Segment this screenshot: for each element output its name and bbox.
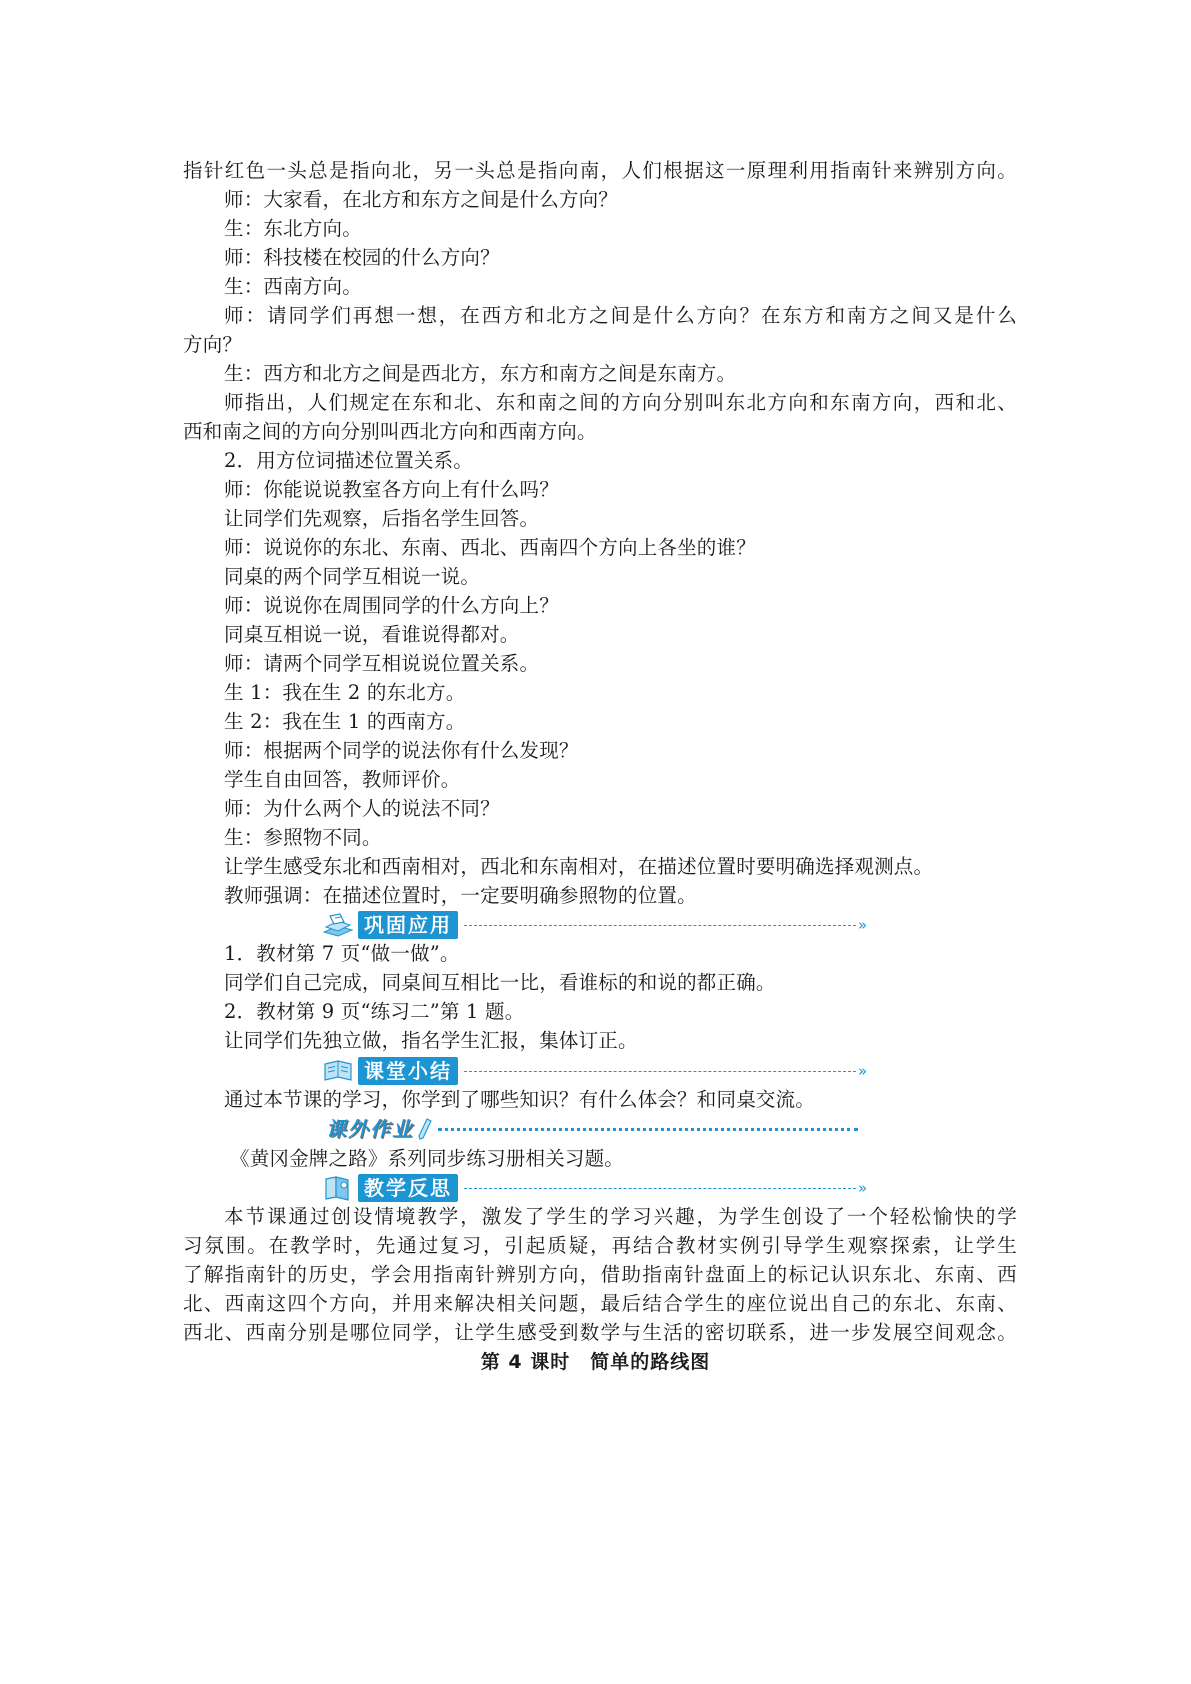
dashed-rule [464,925,856,926]
paragraph-line: 让同学们先独立做，指名学生汇报，集体订正。 [224,1029,638,1052]
paragraph-line: 学生自由回答，教师评价。 [224,768,461,791]
section-heading-homework [326,1114,858,1144]
paragraph-line: 师：请同学们再想一想，在西方和北方之间是什么方向？在东方和南方之间又是什么 [224,304,1017,327]
paragraph-line: 师：你能说说教室各方向上有什么吗？ [224,478,559,501]
paragraph-line: 同学们自己完成，同桌间互相比一比，看谁标的和说的都正确。 [224,971,776,994]
paragraph-line: 师指出，人们规定在东和北、东和南之间的方向分别叫东北方向和东南方向，西和北、 [224,391,1017,414]
paragraph-line: 师：大家看，在北方和东方之间是什么方向？ [224,188,619,211]
paragraph-line: 生：西方和北方之间是西北方，东方和南方之间是东南方。 [224,362,737,385]
paragraph-line: 指针红色一头总是指向北，另一头总是指向南，人们根据这一原理利用指南针来辨别方向。 [183,159,1017,182]
double-arrow-icon: » [858,1062,868,1080]
double-arrow-icon: » [858,916,868,934]
notebook-icon [322,1058,354,1084]
dotted-rule [438,1128,858,1131]
paragraph-line: 师：请两个同学互相说说位置关系。 [224,652,540,675]
paragraph-line: 让同学们先观察，后指名学生回答。 [224,507,540,530]
section-title: 巩固应用 [358,911,458,939]
dashed-rule [464,1188,856,1189]
paragraph-line: 了解指南针的历史，学会用指南针辨别方向，借助指南针盘面上的标记认识东北、东南、西 [183,1263,1017,1286]
paragraph-line: 生：东北方向。 [224,217,362,240]
section-title: 课外作业 [326,1117,414,1141]
paragraph-line: 师：为什么两个人的说法不同？ [224,797,500,820]
paragraph-line: 让学生感受东北和西南相对，西北和东南相对，在描述位置时要明确选择观测点。 [224,855,934,878]
paragraph-line: 师：说说你在周围同学的什么方向上？ [224,594,559,617]
paragraph-line: 师：根据两个同学的说法你有什么发现？ [224,739,579,762]
paragraph-line: 1．教材第 7 页“做一做”。 [224,942,460,965]
section-heading-summary [322,1056,867,1086]
next-lesson-title: 第 4 课时 简单的路线图 [480,1351,711,1373]
double-arrow-icon: » [858,1179,868,1197]
paragraph-line: 《黄冈金牌之路》系列同步练习册相关习题。 [230,1147,625,1170]
reflection-book-icon [322,1175,354,1201]
dashed-rule [464,1071,856,1072]
section-heading-consolidate [322,910,867,940]
section-heading-reflection [322,1173,867,1203]
section-title: 教学反思 [358,1174,458,1202]
paragraph-line: 生 1：我在生 2 的东北方。 [224,681,466,704]
paragraph-line: 教师强调：在描述位置时，一定要明确参照物的位置。 [224,884,697,907]
paragraph-line: 本节课通过创设情境教学，激发了学生的学习兴趣，为学生创设了一个轻松愉快的学 [224,1205,1017,1228]
paragraph-line: 西和南之间的方向分别叫西北方向和西南方向。 [183,420,597,443]
paragraph-line: 同桌的两个同学互相说一说。 [224,565,481,588]
paragraph-line: 通过本节课的学习，你学到了哪些知识？有什么体会？和同桌交流。 [224,1088,816,1111]
paragraph-line: 北、西南这四个方向，并用来解决相关问题，最后结合学生的座位说出自己的东北、东南、 [183,1292,1017,1315]
pencil-icon [418,1118,432,1140]
paragraph-line: 方向？ [183,333,243,356]
paragraph-line: 西北、西南分别是哪位同学，让学生感受到数学与生活的密切联系，进一步发展空间观念。 [183,1321,1017,1344]
paragraph-line: 生：西南方向。 [224,275,362,298]
paragraph-line: 生：参照物不同。 [224,826,382,849]
paragraph-line: 2．教材第 9 页“练习二”第 1 题。 [224,1000,525,1023]
paragraph-line: 2．用方位词描述位置关系。 [224,449,474,472]
paragraph-line: 师：说说你的东北、东南、西北、西南四个方向上各坐的谁？ [224,536,756,559]
paragraph-line: 同桌互相说一说，看谁说得都对。 [224,623,520,646]
paragraph-line: 生 2：我在生 1 的西南方。 [224,710,466,733]
paragraph-line: 习氛围。在教学时，先通过复习，引起质疑，再结合教材实例引导学生观察探索，让学生 [183,1234,1017,1257]
book-stack-icon [322,912,354,938]
section-title: 课堂小结 [358,1057,458,1085]
paragraph-line: 师：科技楼在校园的什么方向？ [224,246,500,269]
